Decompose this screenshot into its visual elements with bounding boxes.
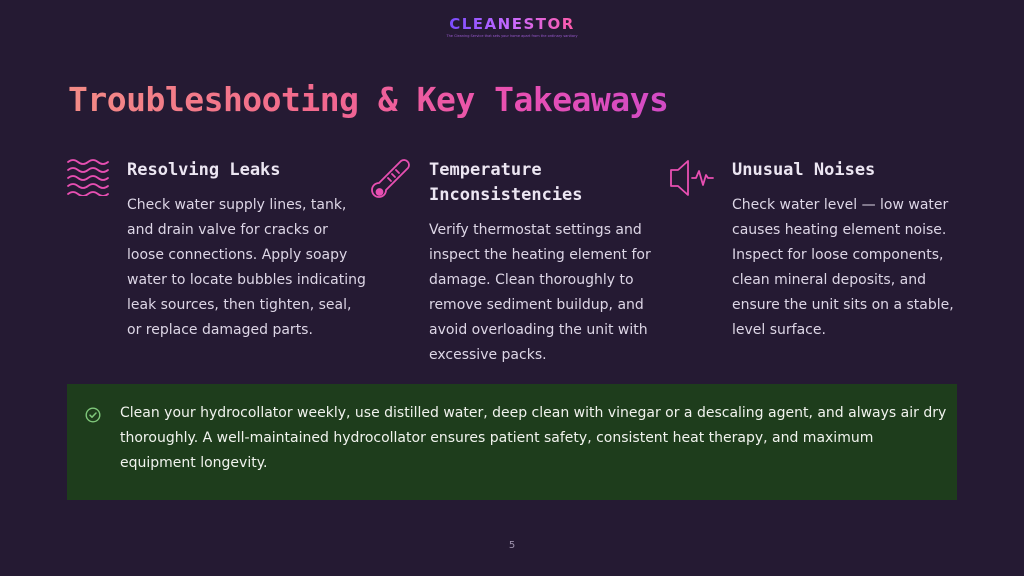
slide-title: Troubleshooting & Key Takeaways bbox=[68, 80, 669, 119]
page-number: 5 bbox=[508, 540, 516, 551]
takeaway-text: Clean your hydrocollator weekly, use distilled water, deep clean with vinegar or a descaling agent, and always air dry thoroughly. A well-maintained hydrocollator ensures patient safety, consistent heat therapy, and maximum equipment longevity. bbox=[120, 405, 947, 471]
brand-logo bbox=[0, 14, 1024, 39]
speaker-sound-icon bbox=[668, 158, 716, 202]
thermometer-icon bbox=[368, 158, 414, 208]
column-body: Check water level — low water causes heating element noise. Inspect for loose components, clean mineral deposits, and ensure the unit sits on a stable, level surface. bbox=[732, 197, 954, 338]
column-body: Check water supply lines, tank, and drain valve for cracks or loose connections. Apply soapy water to locate bubbles indicating leak sources, then tighten, seal, or replace damaged parts. bbox=[127, 197, 366, 338]
logo-text: CLEANESTOR bbox=[449, 15, 575, 33]
logo-tagline: The Cleaning Service that sets your home apart from the ordinary sanitary bbox=[446, 34, 578, 38]
check-circle-icon bbox=[85, 407, 101, 427]
column-heading: Unusual Noises bbox=[732, 160, 876, 180]
waves-icon bbox=[66, 158, 110, 200]
key-takeaway-callout bbox=[67, 384, 957, 500]
column-heading: Temperature Inconsistencies bbox=[429, 160, 583, 205]
column-heading: Resolving Leaks bbox=[127, 160, 281, 180]
column-body: Verify thermostat settings and inspect the heating element for damage. Clean thoroughly to remove sediment buildup, and avoid overloading the unit with excessive packs. bbox=[429, 222, 651, 363]
